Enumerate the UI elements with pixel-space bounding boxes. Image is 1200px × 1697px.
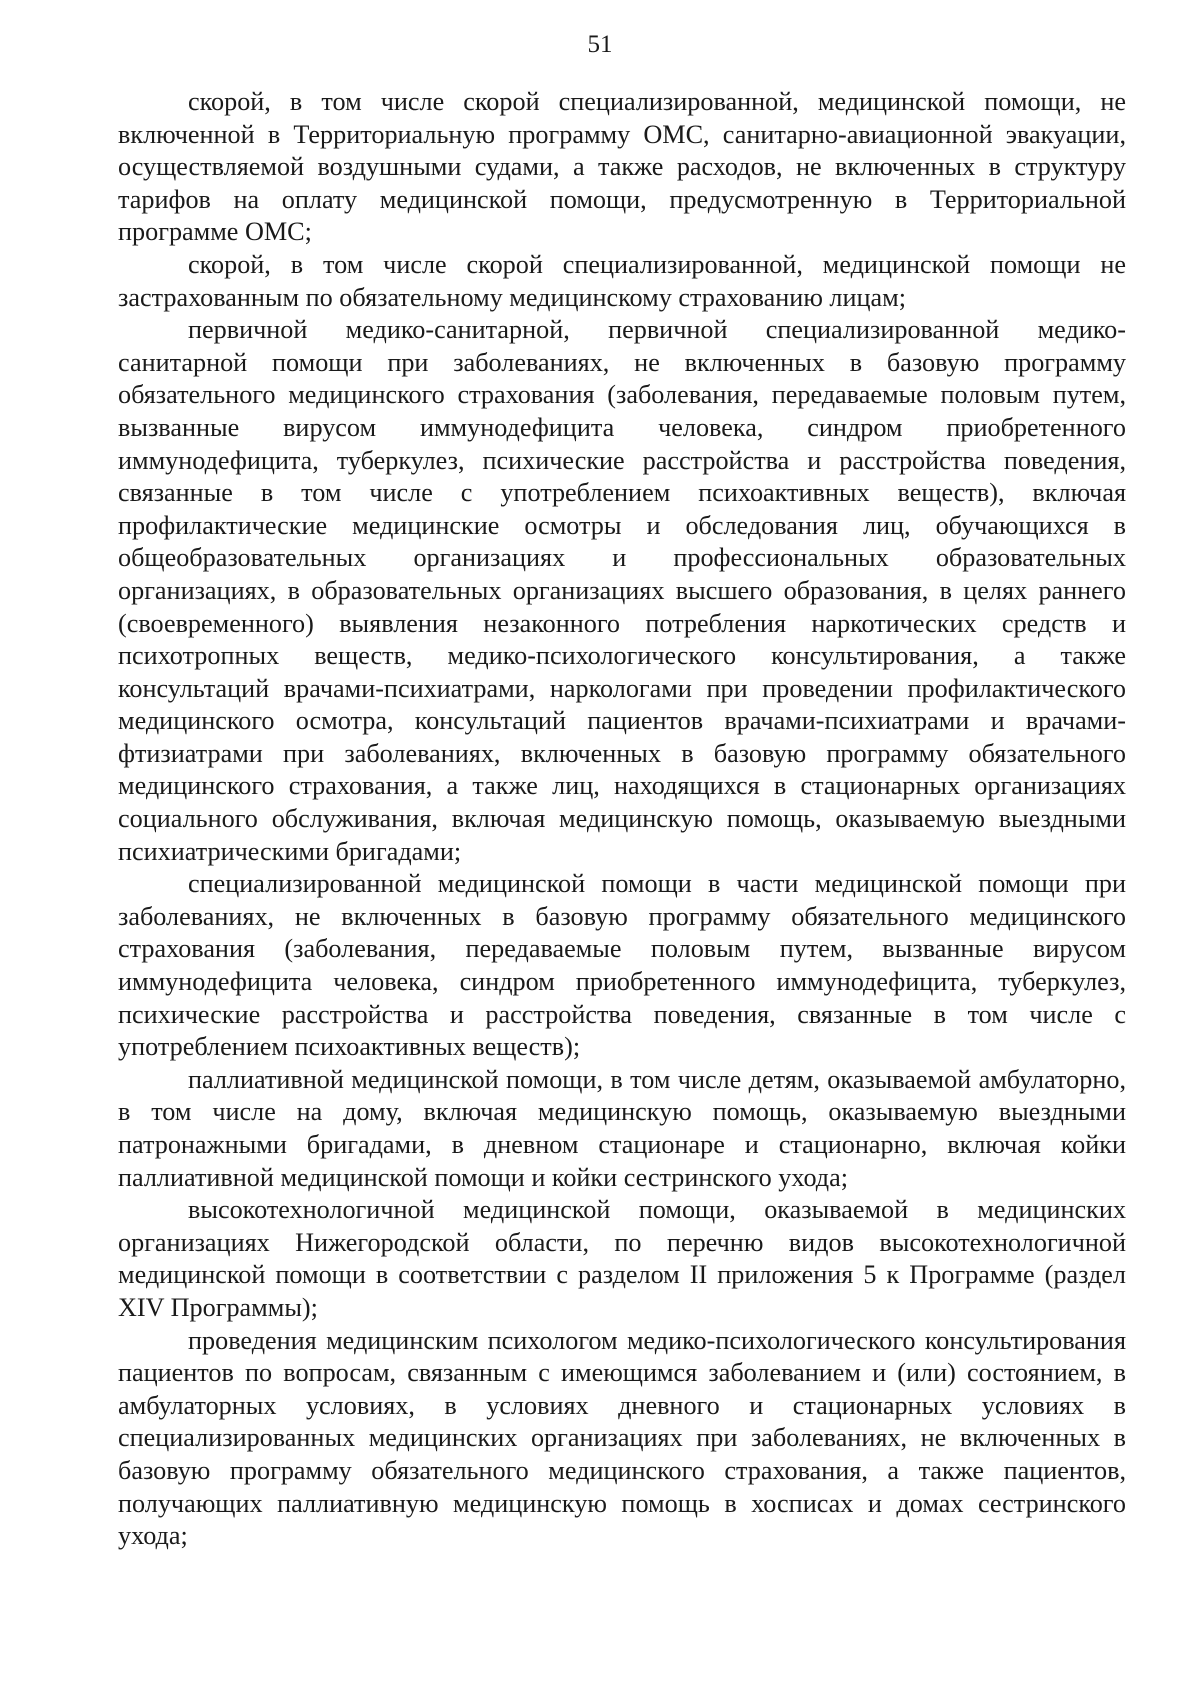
paragraph-emergency-care-uninsured: скорой, в том числе скорой специализированной, медицинской помощи не застрахованным по обязательному медицинскому страхованию лицам; — [118, 249, 1126, 312]
paragraph-high-tech-care: высокотехнологичной медицинской помощи, оказываемой в медицинских организациях Нижегородской области, по перечню видов высокотехнологичной медицинской помощи в соответствии с разделом II приложения 5 к Программе (раздел XIV Программы); — [118, 1195, 1126, 1322]
paragraph-specialized-care: специализированной медицинской помощи в части медицинской помощи при заболеваниях, не включенных в базовую программу обязательного медицинского страхования (заболевания, передаваемые половым путем, вызванные вирусом иммунодефицита человека, синдром приобретенного иммунодефицита, туберкулез, психические расстройства и расстройства поведения, связанные в том числе с употреблением психоактивных веществ); — [118, 869, 1126, 1062]
paragraph-psychological-counseling: проведения медицинским психологом медико-психологического консультирования пациентов по вопросам, связанным с имеющимся заболеванием и (или) состоянием, в амбулаторных условиях, в условиях дневного и стационарных условиях в специализированных медицинских организациях при заболеваниях, не включенных в базовую программу обязательного медицинского страхования, а также пациентов, получающих паллиативную медицинскую помощь в хосписах и домах сестринского ухода; — [118, 1325, 1126, 1551]
document-body — [118, 86, 1126, 1553]
paragraph-primary-care: первичной медико-санитарной, первичной специализированной медико-санитарной помощи при заболеваниях, не включенных в базовую программу обязательного медицинского страхования (заболевания, передаваемые половым путем, вызванные вирусом иммунодефицита человека, синдром приобретенного иммунодефицита, туберкулез, психические расстройства и расстройства поведения, связанные в том числе с употреблением психоактивных веществ), включая профилактические медицинские осмотры и обследования лиц, обучающихся в общеобразовательных организациях и профессиональных образовательных организациях, в образовательных организациях высшего образования, в целях раннего (своевременного) выявления незаконного потребления наркотических средств и психотропных веществ, медико-психологического консультирования, а также консультаций врачами-психиатрами, наркологами при проведении профилактического медицинского осмотра, консультаций пациентов врачами-психиатрами и врачами-фтизиатрами при заболеваниях, включенных в базовую программу обязательного медицинского страхования, а также лиц, находящихся в стационарных организациях социального обслуживания, включая медицинскую помощь, оказываемую выездными психиатрическими бригадами; — [118, 315, 1126, 866]
paragraph-palliative-care: паллиативной медицинской помощи, в том числе детям, оказываемой амбулаторно, в том числе на дому, включая медицинскую помощь, оказываемую выездными патронажными бригадами, в дневном стационаре и стационарно, включая койки паллиативной медицинской помощи и койки сестринского ухода; — [118, 1064, 1126, 1192]
page-number: 51 — [587, 31, 613, 58]
paragraph-emergency-care-not-in-oms: скорой, в том числе скорой специализированной, медицинской помощи, не включенной в Территориальную программу ОМС, санитарно-авиационной эвакуации, осуществляемой воздушными судами, а также расходов, не включенных в структуру тарифов на оплату медицинской помощи, предусмотренную в Территориальной программе ОМС; — [118, 87, 1126, 247]
